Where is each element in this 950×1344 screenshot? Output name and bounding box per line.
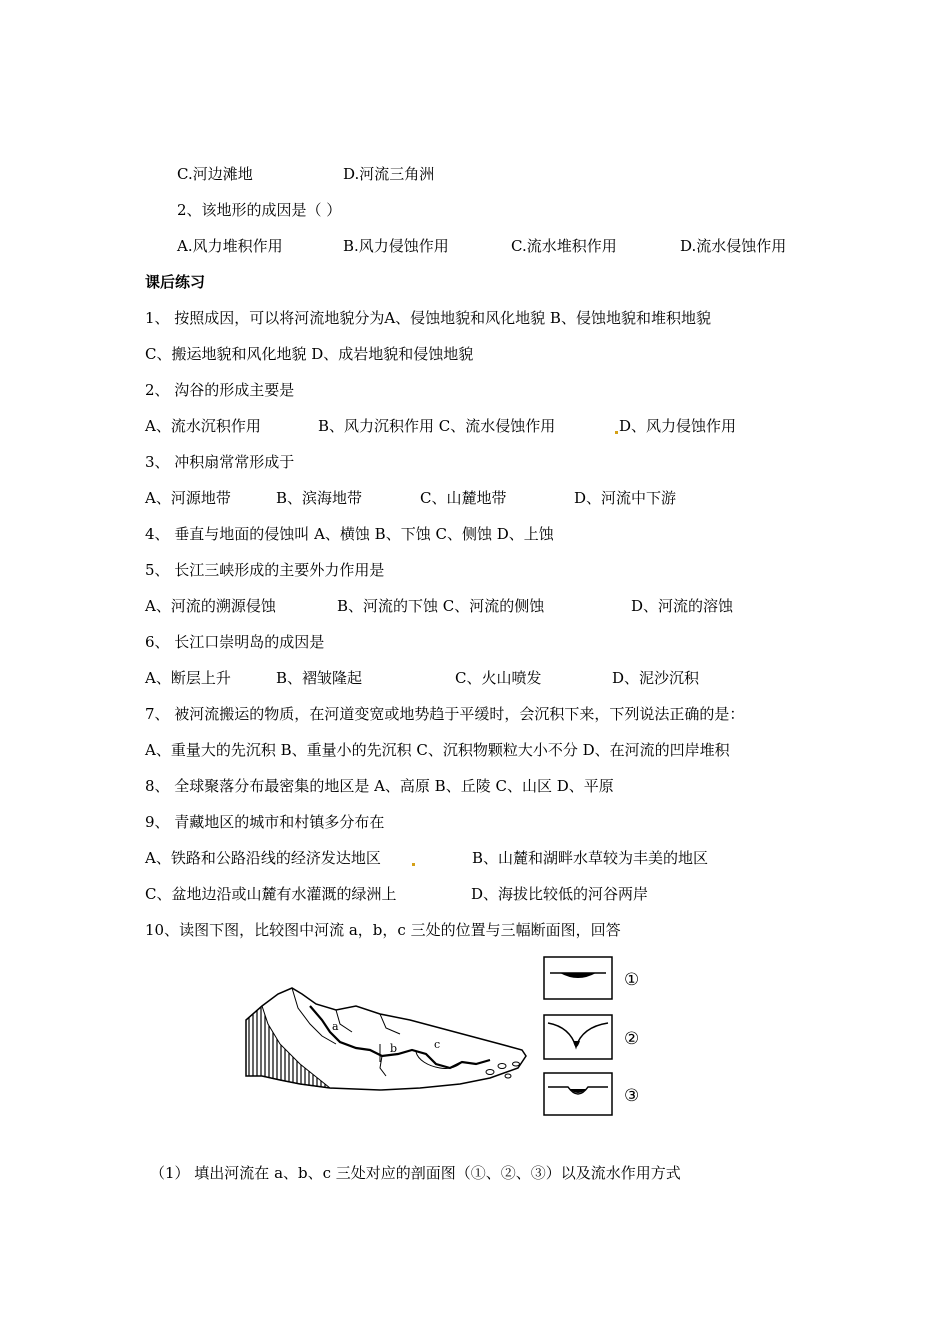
- section-3-label: ③: [624, 1086, 640, 1106]
- option-a: A、流水沉积作用: [145, 417, 261, 435]
- question-line: A、重量大的先沉积 B、重量小的先沉积 C、沉积物颗粒大小不分 D、在河流的凹岸堆积: [145, 741, 730, 759]
- section-title: 课后练习: [145, 273, 206, 291]
- question-line: 8、 全球聚落分布最密集的地区是 A、高原 B、丘陵 C、山区 D、平原: [145, 777, 614, 795]
- option-d: D、河流中下游: [574, 489, 677, 507]
- option-d: D.河流三角洲: [343, 165, 435, 183]
- option-d: D、风力侵蚀作用: [614, 416, 736, 436]
- option-d: D、泥沙沉积: [612, 669, 700, 687]
- option-b: B、褶皱隆起: [276, 669, 363, 687]
- section-2-frame: [544, 1015, 612, 1059]
- question-line: 10、读图下图，比较图中河流 a，b，c 三处的位置与三幅断面图，回答: [145, 921, 621, 939]
- option-a: A、断层上升: [145, 669, 231, 687]
- option-a: A、河流的溯源侵蚀: [145, 597, 276, 615]
- island: [486, 1070, 494, 1075]
- section-1-label: ①: [624, 970, 640, 990]
- q2-option-c: C.流水堆积作用: [511, 237, 617, 255]
- question-line: 3、 冲积扇常常形成于: [145, 453, 295, 471]
- label-c: c: [434, 1038, 441, 1051]
- mark-dot-inline: [411, 848, 416, 868]
- option-c: C、山麓地带: [420, 489, 507, 507]
- option-bc: B、风力沉积作用 C、流水侵蚀作用: [318, 417, 556, 435]
- question-line: 6、 长江口崇明岛的成因是: [145, 633, 325, 651]
- question-line: 4、 垂直与地面的侵蚀叫 A、横蚀 B、下蚀 C、侧蚀 D、上蚀: [145, 525, 554, 543]
- island: [513, 1062, 520, 1066]
- sub-question-1: （1） 填出河流在 a、b、c 三处对应的剖面图（①、②、③）以及流水作用方式: [150, 1164, 681, 1182]
- option-a: A、铁路和公路沿线的经济发达地区: [145, 849, 381, 867]
- question-line: 2、 沟谷的形成主要是: [145, 381, 295, 399]
- label-b: b: [390, 1042, 398, 1055]
- question-line: 9、 青藏地区的城市和村镇多分布在: [145, 813, 385, 831]
- mark-dot: [615, 431, 618, 434]
- question-line: 1、 按照成因，可以将河流地貌分为A、侵蚀地貌和风化地貌 B、侵蚀地貌和堆积地貌: [145, 309, 711, 327]
- label-a: a: [332, 1020, 339, 1033]
- option-b: B、山麓和湖畔水草较为丰美的地区: [472, 849, 709, 867]
- option-b: B、滨海地带: [276, 489, 363, 507]
- option-c: C、火山喷发: [455, 669, 542, 687]
- question-line: 5、 长江三峡形成的主要外力作用是: [145, 561, 385, 579]
- option-d: D、河流的溶蚀: [631, 597, 734, 615]
- option-c: C、盆地边沿或山麓有水灌溉的绿洲上: [145, 885, 397, 903]
- q2-option-d: D.流水侵蚀作用: [680, 237, 787, 255]
- option-c: C.河边滩地: [177, 165, 253, 183]
- section-2-label: ②: [624, 1029, 640, 1049]
- river-landscape-figure: [240, 984, 530, 1092]
- question-2-top: 2、该地形的成因是（ ）: [177, 201, 342, 219]
- q2-option-b: B.风力侵蚀作用: [343, 237, 449, 255]
- cross-section-figure: [540, 955, 670, 1120]
- question-line: 7、 被河流搬运的物质，在河道变宽或地势趋于平缓时，会沉积下来，下列说法正确的是：: [145, 705, 745, 723]
- q2-option-a: A.风力堆积作用: [177, 237, 283, 255]
- mark-dot: [412, 863, 415, 866]
- option-d: D、海拔比较低的河谷两岸: [471, 885, 649, 903]
- option-bc: B、河流的下蚀 C、河流的侧蚀: [337, 597, 545, 615]
- island: [505, 1074, 511, 1078]
- island: [498, 1064, 506, 1069]
- question-line: C、搬运地貌和风化地貌 D、成岩地貌和侵蚀地貌: [145, 345, 474, 363]
- option-a: A、河源地带: [145, 489, 231, 507]
